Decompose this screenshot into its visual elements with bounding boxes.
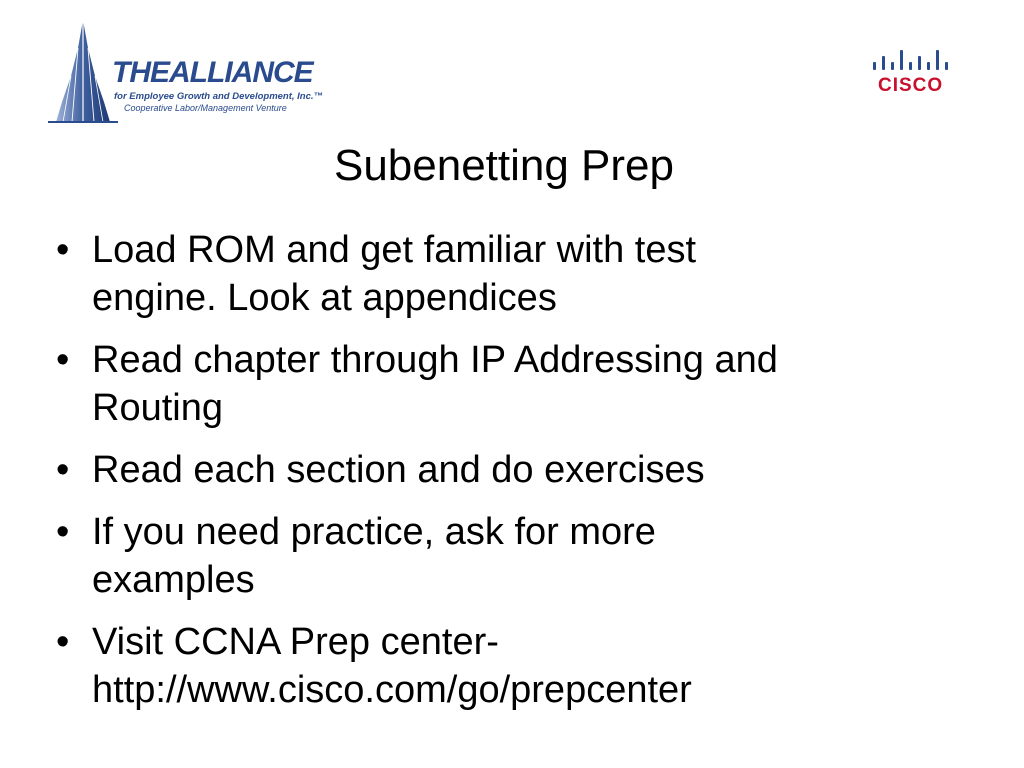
bullet-dot-icon: •: [56, 229, 70, 271]
alliance-tower-icon: [48, 18, 118, 126]
bullet-dot-icon: •: [56, 339, 70, 381]
cisco-wordmark: CISCO: [878, 75, 944, 96]
cisco-logo: [868, 46, 960, 100]
alliance-wordmark: THEALLIANCE: [112, 56, 313, 89]
cisco-bridge-icon: [868, 46, 960, 76]
slide-title: Subenetting Prep: [333, 141, 675, 190]
bullet-dot-icon: •: [56, 449, 70, 491]
alliance-logo: [48, 18, 324, 126]
alliance-trademark: ™: [313, 91, 324, 102]
bullet-line: Routing: [92, 387, 223, 429]
bullet-line: Visit CCNA Prep center-: [92, 621, 499, 663]
bullet-line: Load ROM and get familiar with test: [92, 229, 697, 271]
bullet-item: [56, 446, 976, 494]
alliance-tagline-text: for Employee Growth and Development, Inc.: [114, 91, 314, 102]
bullet-item: [56, 618, 976, 714]
bullet-item: [56, 508, 976, 604]
bullet-line: Read chapter through IP Addressing and: [92, 339, 778, 381]
bullet-line: Read each section and do exercises: [92, 449, 705, 491]
bullet-dot-icon: •: [56, 511, 70, 553]
bullet-item: [56, 336, 976, 432]
bullet-line: If you need practice, ask for more: [92, 511, 656, 553]
bullet-list: [56, 226, 976, 728]
bullet-line: http://www.cisco.com/go/prepcenter: [92, 669, 692, 711]
alliance-subtagline: Cooperative Labor/Management Venture: [124, 103, 287, 113]
alliance-tagline: [114, 91, 323, 102]
bullet-line: examples: [92, 559, 255, 601]
bullet-dot-icon: •: [56, 621, 70, 663]
bullet-item: [56, 226, 976, 322]
bullet-line: engine. Look at appendices: [92, 277, 557, 319]
